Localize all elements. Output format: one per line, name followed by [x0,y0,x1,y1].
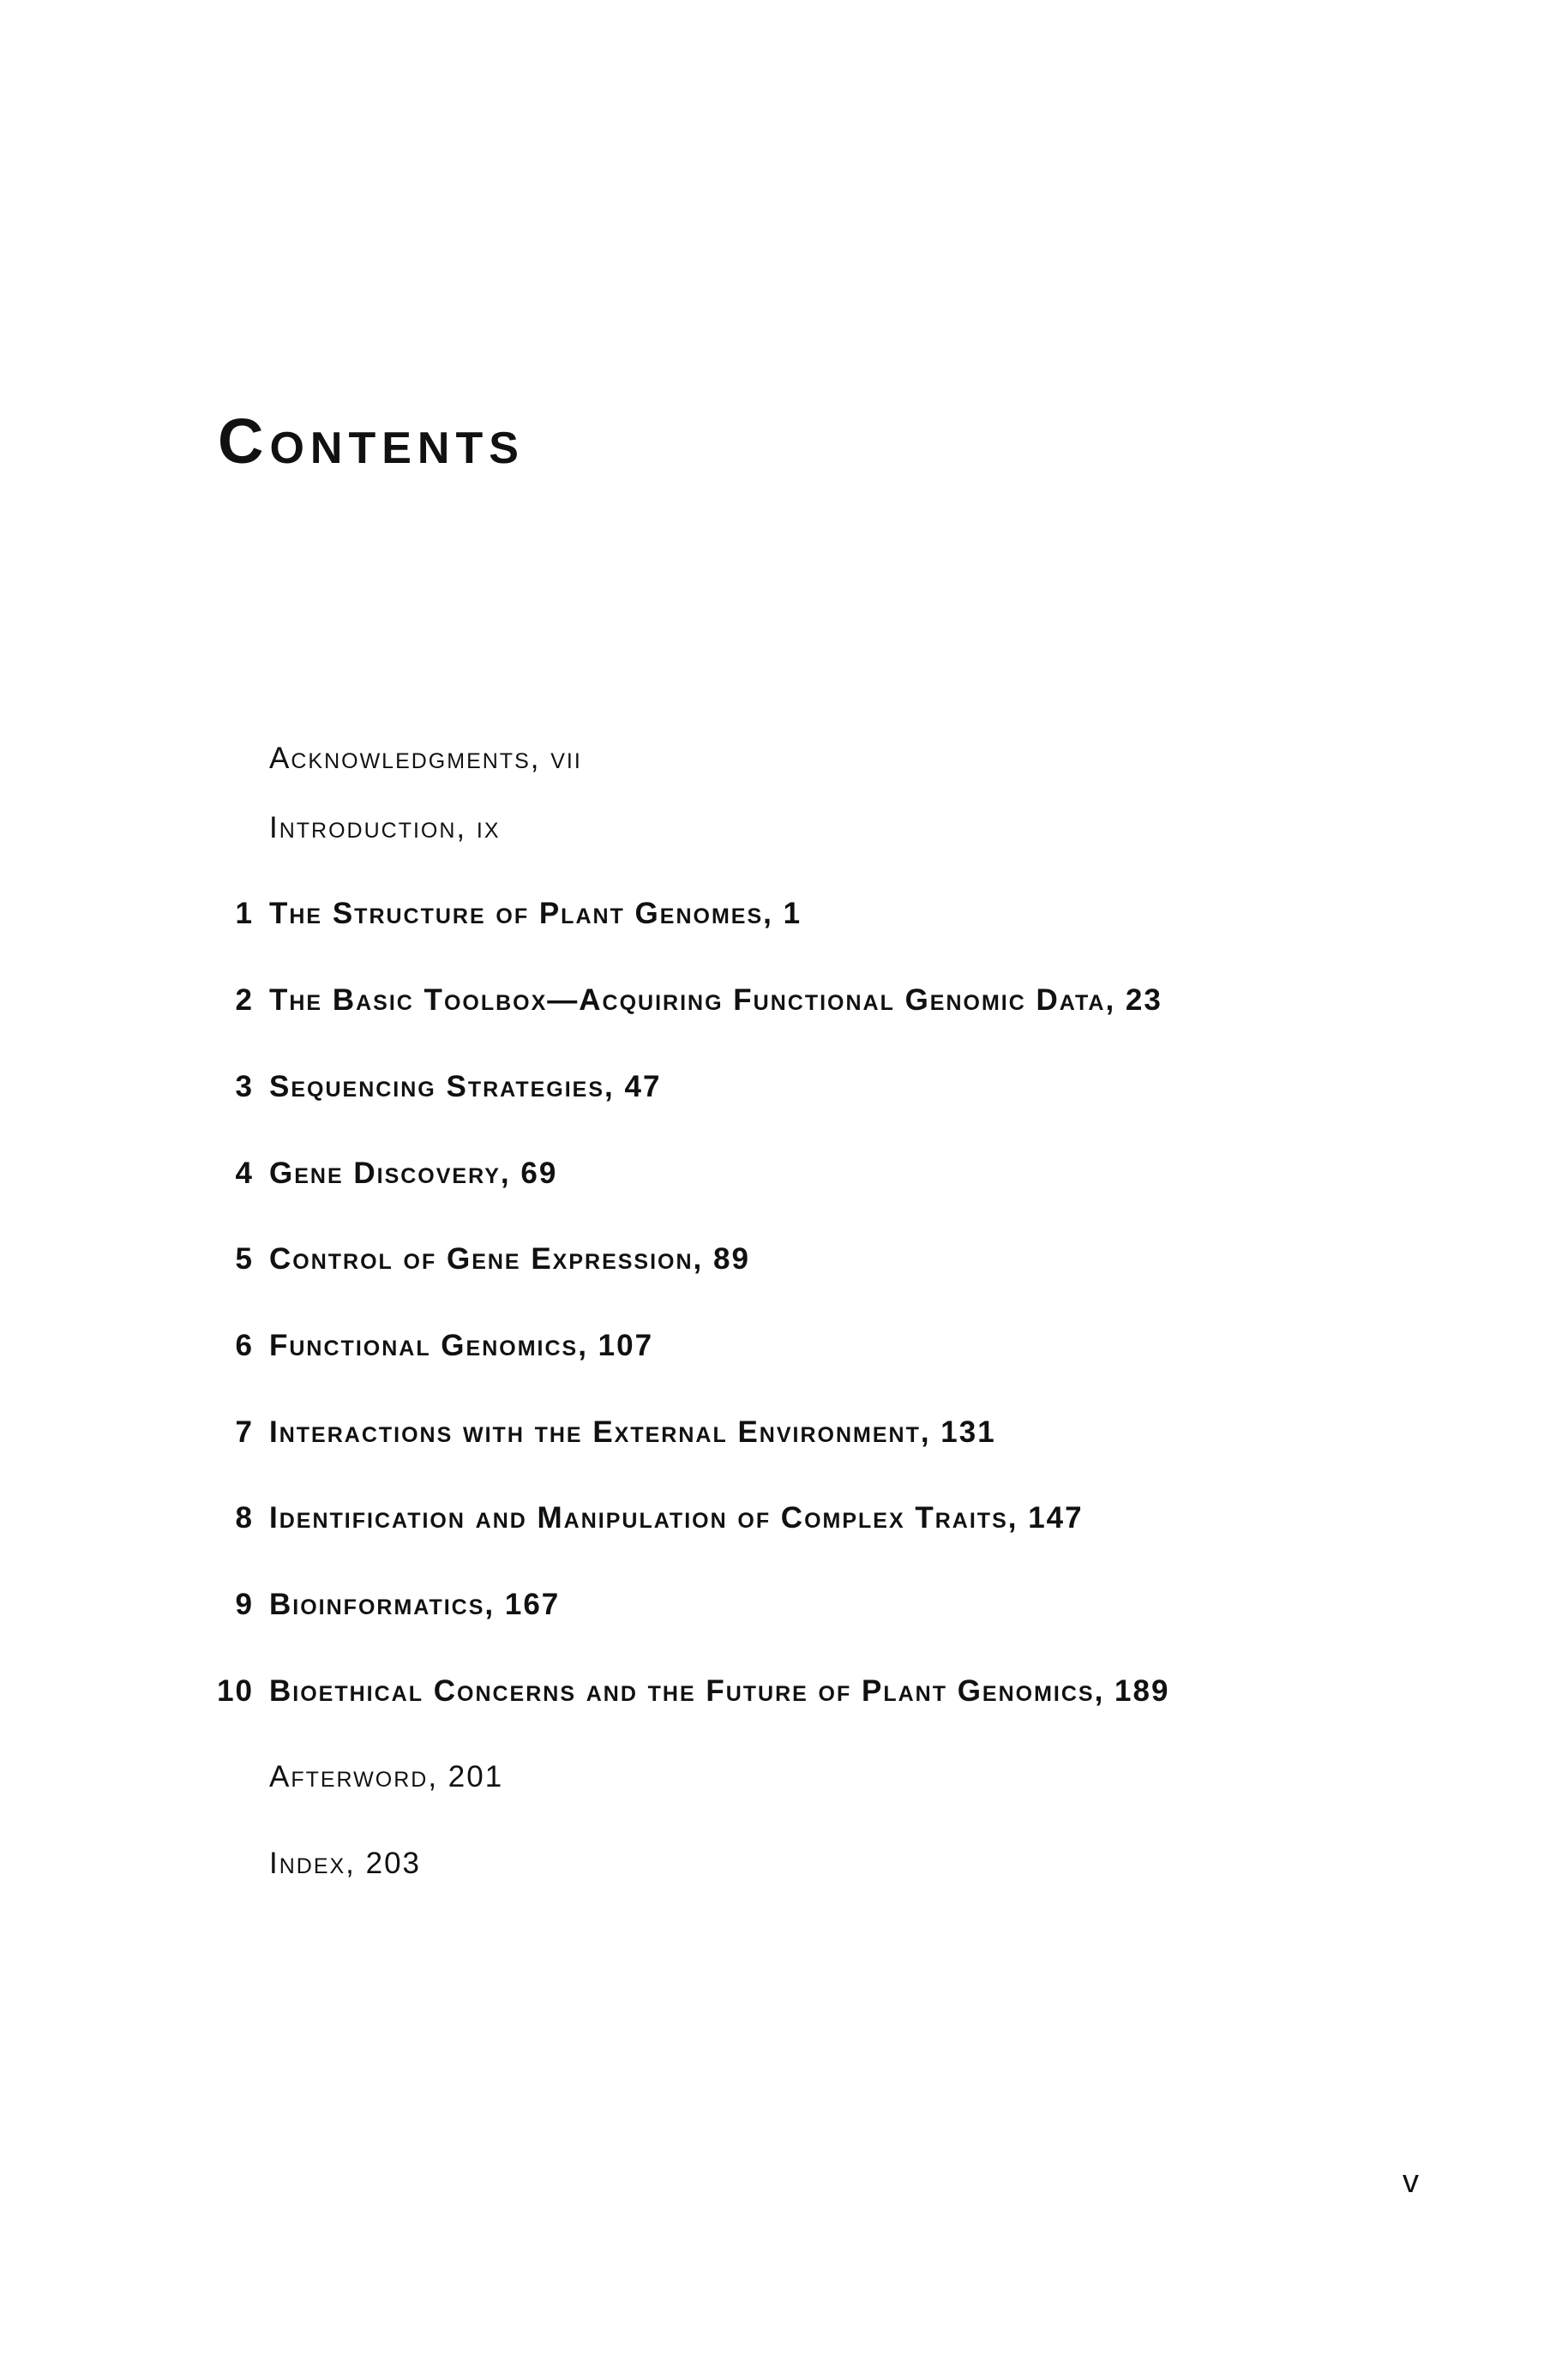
toc-entry-chapter-2[interactable] [0,979,1457,1022]
toc-entry-title: The Structure of Plant Genomes, 1 [269,897,802,930]
toc-entry-title: Interactions with the External Environment, 131 [269,1415,996,1449]
toc-entry-title: Identification and Manipulation of Complex Traits, 147 [269,1501,1084,1535]
toc-entry-title: Introduction, ix [269,811,501,844]
toc-entry-title: Sequencing Strategies, 47 [269,1070,662,1103]
toc-entry-number: 1 [235,897,254,930]
toc-entry-number: 2 [235,983,254,1017]
toc-entry-afterword[interactable] [0,1756,1457,1799]
toc-entry-title: The Basic Toolbox—Acquiring Functional Genomic Data, 23 [269,983,1162,1017]
page-title: Contents [218,406,525,477]
toc-entry-number: 9 [235,1588,254,1621]
toc-entry-number: 8 [235,1501,254,1535]
toc-entry-acknowledgments[interactable] [0,737,1457,780]
toc-entry-number: 10 [217,1674,254,1708]
toc-entry-chapter-5[interactable] [0,1238,1457,1281]
toc-entry-title: Gene Discovery, 69 [269,1156,558,1190]
toc-entry-number: 7 [235,1415,254,1449]
toc-entry-chapter-7[interactable] [0,1411,1457,1454]
toc-entry-title: Functional Genomics, 107 [269,1329,654,1362]
toc-entry-title: Bioethical Concerns and the Future of Plant Genomics, 189 [269,1674,1170,1708]
toc-entry-title: Bioinformatics, 167 [269,1588,561,1621]
toc-entry-number: 3 [235,1070,254,1103]
page-number: v [1403,2164,1419,2200]
toc-entry-index[interactable] [0,1842,1457,1885]
toc-entry-title: Afterword, 201 [269,1760,504,1793]
toc-entry-number: 5 [235,1242,254,1276]
toc-entry-chapter-4[interactable] [0,1152,1457,1195]
toc-entry-introduction[interactable] [0,807,1457,850]
toc-entry-number: 4 [235,1156,254,1190]
toc-entry-title: Control of Gene Expression, 89 [269,1242,750,1276]
toc-entry-chapter-10[interactable] [0,1670,1457,1713]
toc-entry-number: 6 [235,1329,254,1362]
toc-entry-chapter-6[interactable] [0,1325,1457,1367]
toc-entry-chapter-3[interactable] [0,1066,1457,1108]
toc-entry-title: Acknowledgments, vii [269,742,582,775]
toc-entry-chapter-9[interactable] [0,1583,1457,1626]
toc-entry-chapter-1[interactable] [0,892,1457,935]
toc-entry-title: Index, 203 [269,1847,422,1880]
toc-entry-chapter-8[interactable] [0,1497,1457,1540]
